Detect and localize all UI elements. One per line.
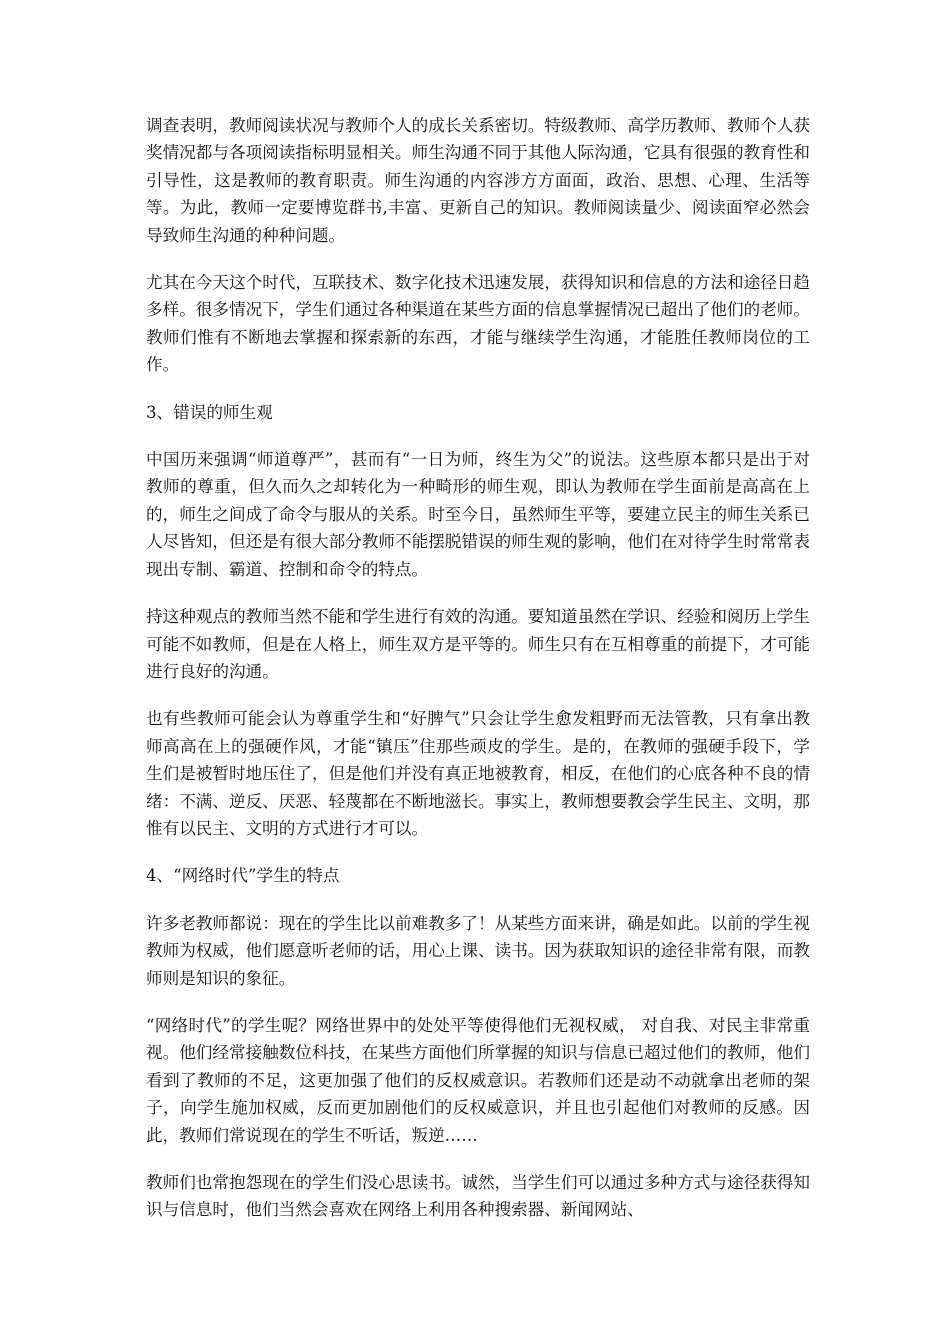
paragraph-reading-complaint: 教师们也常抱怨现在的学生们没心思读书。诚然，当学生们可以通过多种方式与途径获得知识与信息时，他们当然会喜欢在网络上利用各种搜索器、新闻网站、: [146, 1173, 810, 1220]
paragraph-strict-style: 也有些教师可能会认为尊重学生和“好脾气”只会让学生愈发粗野而无法管教，只有拿出教师高高在上的强硬作风，才能“镇压”住那些顽皮的学生。是的，在教师的强硬手段下，学生们是被暂时地压住了，但是他们并没有真正地被教育，相反，在他们的心底各种不良的情绪：不满、逆反、厌恶、轻蔑都在不断地滋长。事实上，教师想要教会学生民主、文明，那惟有以民主、文明的方式进行才可以。: [146, 709, 810, 838]
paragraph-network-students: “网络时代”的学生呢？网络世界中的处处平等使得他们无视权威， 对自我、对民主非常重视。他们经常接触数位科技，在某些方面他们所掌握的知识与信息已超过他们的教师，他们看到了教师的不足，这更加强了他们的反权威意识。若教师们还是动不动就拿出老师的架子，向学生施加权威，反而更加剧他们的反权威意识，并且也引起他们对教师的反感。因此，教师们常说现在的学生不听话，叛逆……: [146, 1015, 810, 1145]
paragraph-harder-to-teach: 许多老教师都说：现在的学生比以前难教多了！从某些方面来讲，确是如此。以前的学生视教师为权威，他们愿意听老师的话，用心上课、读书。因为获取知识的途径非常有限，而教师则是知识的象征。: [146, 913, 810, 988]
paragraph-information-age: 尤其在今天这个时代，互联技术、数字化技术迅速发展，获得知识和信息的方法和途径日趋多样。很多情况下，学生们通过各种渠道在某些方面的信息掌握情况已超出了他们的老师。教师们惟有不断地去掌握和探索新的东西，才能与继续学生沟通，才能胜任教师岗位的工作。: [146, 273, 810, 375]
paragraph-equal-respect: 持这种观点的教师当然不能和学生进行有效的沟通。要知道虽然在学识、经验和阅历上学生可能不如教师，但是在人格上，师生双方是平等的。师生只有在互相尊重的前提下，才可能进行良好的沟通。: [146, 607, 810, 681]
document-page: [146, 112, 810, 1244]
paragraph-teacher-reading: 调查表明，教师阅读状况与教师个人的成长关系密切。特级教师、高学历教师、教师个人获奖情况都与各项阅读指标明显相关。师生沟通不同于其他人际沟通，它具有很强的教育性和引导性，这是教师的教育职责。师生沟通的内容涉方方面面，政治、思想、心理、生活等等。为此，教师一定要博览群书,丰富、更新自己的知识。教师阅读量少、阅读面窄必然会导致师生沟通的种种问题。: [146, 116, 810, 245]
section-heading-3: 3、错误的师生观: [146, 402, 273, 422]
paragraph-teacher-dignity: 中国历来强调“师道尊严”，甚而有“一日为师，终生为父”的说法。这些原本都只是出于对教师的尊重，但久而久之却转化为一种畸形的师生观，即认为教师在学生面前是高高在上的，师生之间成了命令与服从的关系。时至今日，虽然师生平等，要建立民主的师生关系已人尽皆知，但还是有很大部分教师不能摆脱错误的师生观的影响，他们在对待学生时常常表现出专制、霸道、控制和命令的特点。: [146, 450, 810, 579]
section-heading-4: 4、“网络时代”学生的特点: [146, 866, 340, 886]
